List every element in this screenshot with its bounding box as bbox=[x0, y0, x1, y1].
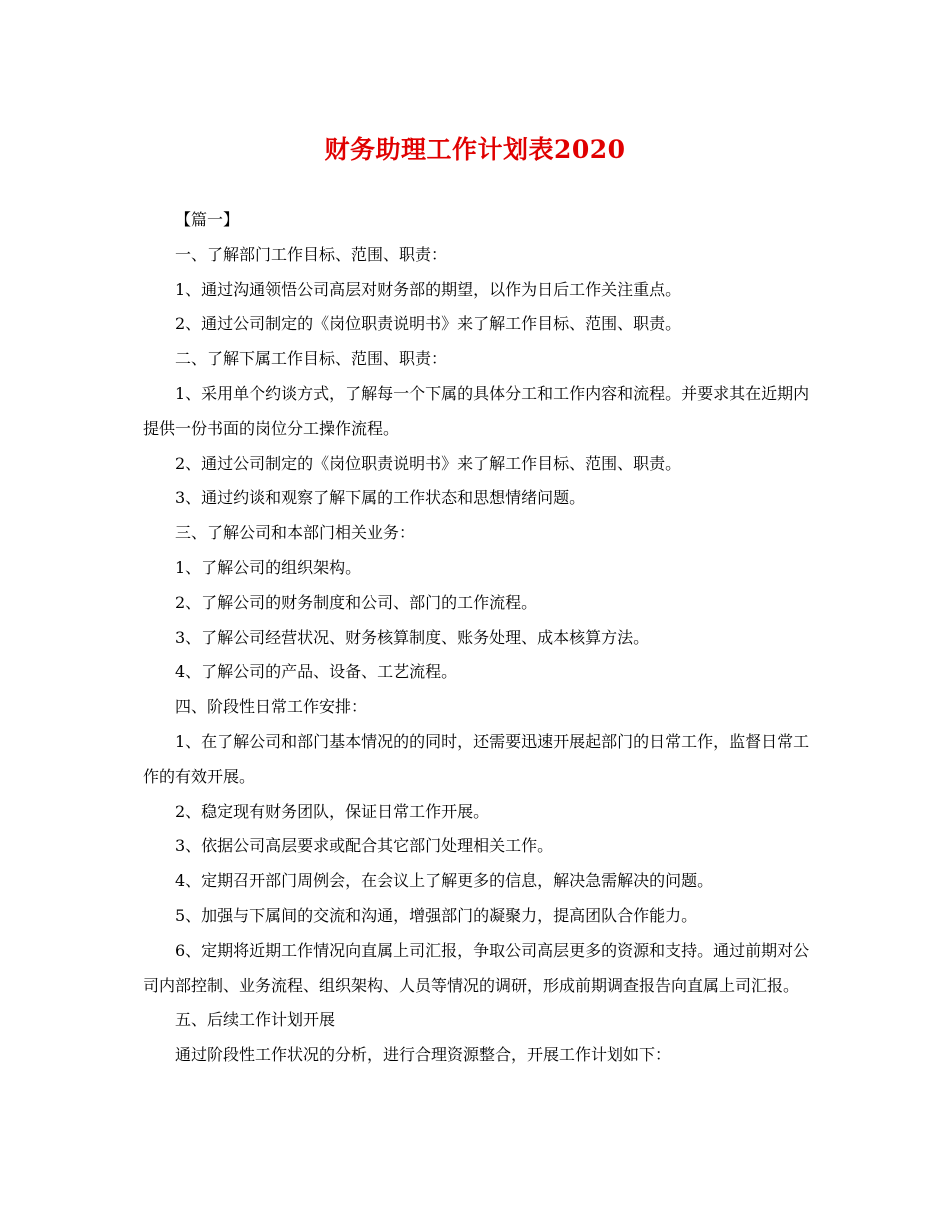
paragraph: 通过阶段性工作状况的分析，进行合理资源整合，开展工作计划如下： bbox=[175, 1045, 672, 1065]
paragraph: 3、依据公司高层要求或配合其它部门处理相关工作。 bbox=[175, 836, 554, 856]
section-label: 【篇一】 bbox=[175, 210, 240, 229]
paragraph: 1、通过沟通领悟公司高层对财务部的期望，以作为日后工作关注重点。 bbox=[175, 279, 682, 299]
heading-2: 二、了解下属工作目标、范围、职责： bbox=[175, 349, 448, 369]
paragraph: 2、通过公司制定的《岗位职责说明书》来了解工作目标、范围、职责。 bbox=[175, 453, 682, 473]
paragraph: 4、了解公司的产品、设备、工艺流程。 bbox=[175, 662, 458, 682]
paragraph: 3、通过约谈和观察了解下属的工作状态和思想情绪问题。 bbox=[175, 488, 586, 508]
paragraph: 4、定期召开部门周例会，在会议上了解更多的信息，解决急需解决的问题。 bbox=[175, 871, 714, 891]
heading-1: 一、了解部门工作目标、范围、职责： bbox=[175, 244, 448, 264]
document-title: 财务助理工作计划表2020 bbox=[324, 135, 626, 164]
document-body bbox=[143, 203, 815, 1073]
paragraph: 1、在了解公司和部门基本情况的的同时，还需要迅速开展起部门的日常工作，监督日常工作的有效开展。 bbox=[143, 731, 810, 786]
paragraph: 1、采用单个约谈方式，了解每一个下属的具体分工和工作内容和流程。并要求其在近期内提供一份书面的岗位分工操作流程。 bbox=[143, 383, 810, 438]
heading-3: 三、了解公司和本部门相关业务： bbox=[175, 523, 416, 543]
paragraph: 1、了解公司的组织架构。 bbox=[175, 557, 362, 577]
heading-5: 五、后续工作计划开展 bbox=[175, 1010, 336, 1030]
paragraph: 3、了解公司经营状况、财务核算制度、账务处理、成本核算方法。 bbox=[175, 627, 650, 647]
heading-4: 四、阶段性日常工作安排： bbox=[175, 697, 368, 717]
paragraph: 2、通过公司制定的《岗位职责说明书》来了解工作目标、范围、职责。 bbox=[175, 314, 682, 334]
paragraph: 6、定期将近期工作情况向直属上司汇报，争取公司高层更多的资源和支持。通过前期对公司内部控制、业务流程、组织架构、人员等情况的调研，形成前期调查报告向直属上司汇报。 bbox=[143, 940, 810, 995]
paragraph: 5、加强与下属间的交流和沟通，增强部门的凝聚力，提高团队合作能力。 bbox=[175, 905, 698, 925]
paragraph: 2、稳定现有财务团队，保证日常工作开展。 bbox=[175, 801, 490, 821]
paragraph: 2、了解公司的财务制度和公司、部门的工作流程。 bbox=[175, 592, 538, 612]
